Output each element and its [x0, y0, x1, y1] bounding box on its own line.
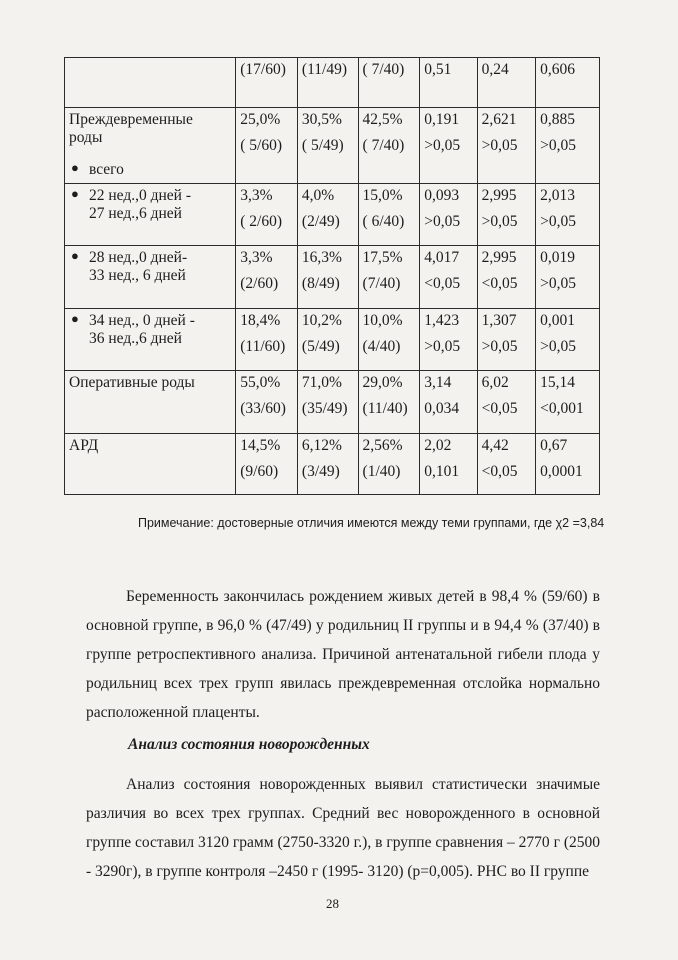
value-cell: [536, 309, 600, 371]
cell-text: 17,5%: [362, 249, 403, 267]
cell-text: <0,05: [481, 463, 518, 481]
cell-text: 6,02: [481, 374, 509, 392]
cell-text: <0,05: [481, 275, 518, 293]
value-cell: [420, 246, 477, 309]
cell-text: (2/49): [301, 213, 340, 231]
cell-text: 16,3%: [301, 249, 342, 267]
value-cell: [358, 246, 420, 309]
value-cell: [297, 184, 358, 246]
value-cell: [420, 184, 477, 246]
bullet-icon: ●: [71, 248, 79, 264]
value-cell: [358, 434, 420, 495]
row-label-cell: [65, 309, 236, 371]
row-label-cell: [65, 108, 236, 184]
cell-text: 2,621: [481, 111, 517, 128]
value-cell: [477, 309, 535, 371]
cell-text: 29,0%: [362, 374, 403, 392]
cell-text: 1,423: [424, 312, 460, 330]
value-cell: [477, 108, 535, 184]
row-label-cell: [65, 58, 236, 108]
cell-text: >0,05: [481, 338, 518, 356]
value-cell: [477, 184, 535, 246]
row-label-cell: [65, 434, 236, 495]
value-cell: [358, 309, 420, 371]
row-label: АРД: [69, 437, 99, 455]
row-label: роды: [69, 128, 103, 146]
value-cell: [477, 371, 535, 434]
value-cell: [236, 184, 298, 246]
cell-text: 0,51: [424, 61, 452, 78]
cell-text: (17/60): [240, 61, 286, 78]
cell-text: ( 2/60): [240, 213, 282, 231]
cell-text: 2,02: [424, 437, 452, 455]
table-row: [65, 184, 600, 246]
row-label: всего: [89, 160, 124, 178]
value-cell: [297, 58, 358, 108]
cell-text: 3,3%: [240, 187, 273, 205]
cell-text: ( 7/40): [362, 61, 405, 78]
cell-text: (11/60): [240, 338, 286, 356]
cell-text: 0,24: [481, 61, 509, 78]
value-cell: [420, 58, 477, 108]
value-cell: [236, 371, 298, 434]
cell-text: (4/40): [362, 338, 401, 356]
cell-text: 2,013: [540, 187, 576, 205]
cell-text: >0,05: [540, 213, 577, 231]
table-row: [65, 434, 600, 495]
section-heading: Анализ состояния новорожденных: [128, 736, 370, 753]
cell-text: 0,019: [540, 249, 576, 267]
cell-text: 2,995: [481, 187, 517, 205]
cell-text: 2,995: [481, 249, 517, 267]
cell-text: >0,05: [481, 136, 518, 154]
cell-text: 18,4%: [240, 312, 281, 330]
cell-text: 0,67: [540, 437, 568, 455]
cell-text: 55,0%: [240, 374, 281, 392]
value-cell: [297, 108, 358, 184]
cell-text: (1/40): [362, 463, 401, 481]
value-cell: [236, 434, 298, 495]
cell-text: 4,017: [424, 249, 460, 267]
bullet-icon: ●: [71, 186, 79, 202]
bullet-item: [69, 161, 231, 179]
cell-text: 3,3%: [240, 249, 273, 267]
value-cell: [236, 108, 298, 184]
paragraph: Беременность закончилась рождением живых детей в 98,4 % (59/60) в основной группе, в 96,0 % (47/49) у родильниц II группы и в 94,4 % (37/40) в группе ретроспективного анализа. Причиной антенатальной гибели плода у родильниц всех трех групп явилась преждевременная отслойка нормально расположенной плаценты.: [86, 588, 600, 721]
table-row: [65, 108, 600, 184]
row-label: 33 нед., 6 дней: [89, 267, 186, 285]
cell-text: ( 5/60): [240, 136, 282, 154]
cell-text: (11/49): [301, 61, 347, 78]
cell-text: >0,05: [540, 275, 577, 293]
cell-text: 4,42: [481, 437, 509, 455]
cell-text: >0,05: [540, 136, 577, 154]
value-cell: [477, 246, 535, 309]
cell-text: <0,05: [424, 275, 461, 293]
cell-text: ( 5/49): [301, 136, 344, 154]
cell-text: ( 7/40): [362, 136, 405, 154]
cell-text: 71,0%: [301, 374, 342, 392]
value-cell: [536, 184, 600, 246]
cell-text: 30,5%: [301, 111, 342, 128]
value-cell: [297, 246, 358, 309]
cell-text: 6,12%: [301, 437, 342, 455]
cell-text: 0,093: [424, 187, 460, 205]
value-cell: [420, 371, 477, 434]
value-cell: [236, 309, 298, 371]
statistics-table: [64, 57, 600, 495]
cell-text: (7/40): [362, 275, 401, 293]
page-number: 28: [326, 896, 339, 911]
cell-text: ( 6/40): [362, 213, 405, 231]
value-cell: [536, 371, 600, 434]
row-label-cell: [65, 371, 236, 434]
cell-text: <0,001: [540, 400, 584, 418]
value-cell: [536, 246, 600, 309]
table-row: [65, 58, 600, 108]
cell-text: 0,001: [540, 312, 576, 330]
cell-text: 15,14: [540, 374, 576, 392]
cell-text: 10,2%: [301, 312, 342, 330]
row-label: Оперативные роды: [69, 374, 195, 392]
cell-text: >0,05: [424, 213, 461, 231]
cell-text: 0,885: [540, 111, 576, 128]
cell-text: 15,0%: [362, 187, 403, 205]
cell-text: >0,05: [540, 338, 577, 356]
cell-text: 1,307: [481, 312, 517, 330]
table-row: [65, 309, 600, 371]
value-cell: [236, 58, 298, 108]
value-cell: [477, 434, 535, 495]
bullet-item: [69, 312, 231, 348]
cell-text: >0,05: [424, 338, 461, 356]
cell-text: 0,101: [424, 463, 460, 481]
cell-text: (11/40): [362, 400, 408, 418]
row-label-cell: [65, 246, 236, 309]
cell-text: 42,5%: [362, 111, 403, 128]
table-row: [65, 371, 600, 434]
bullet-item: [69, 187, 231, 223]
value-cell: [358, 184, 420, 246]
value-cell: [297, 309, 358, 371]
bullet-icon: ●: [71, 311, 79, 327]
cell-text: >0,05: [424, 136, 461, 154]
row-label: 27 нед.,6 дней: [89, 205, 182, 223]
value-cell: [536, 434, 600, 495]
table-note: Примечание: достоверные отличия имеются между теми группами, где χ2 =3,84: [138, 516, 605, 530]
cell-text: 4,0%: [301, 187, 335, 205]
cell-text: 3,14: [424, 374, 452, 392]
paragraph: Анализ состояния новорожденных выявил статистически значимые различия во всех трех группах. Средний вес новорожденного в основной группе составил 3120 грамм (2750-3320 г.), в группе сравнения – 2770 г (2500 - 3290г), в группе контроля –2450 г (1995- 3120) (р=0,005). РНС во II группе: [86, 776, 600, 880]
row-label: 22 нед.,0 дней -: [89, 187, 191, 205]
value-cell: [420, 434, 477, 495]
value-cell: [358, 108, 420, 184]
value-cell: [420, 108, 477, 184]
table-row: [65, 246, 600, 309]
cell-text: 0,606: [540, 61, 576, 78]
cell-text: 25,0%: [240, 111, 281, 128]
cell-text: (5/49): [301, 338, 340, 356]
row-label-cell: [65, 184, 236, 246]
cell-text: (3/49): [301, 463, 340, 481]
cell-text: (33/60): [240, 400, 286, 418]
value-cell: [297, 371, 358, 434]
value-cell: [358, 371, 420, 434]
cell-text: 0,191: [424, 111, 460, 128]
value-cell: [536, 58, 600, 108]
row-label: 28 нед.,0 дней-: [89, 249, 188, 267]
cell-text: (2/60): [240, 275, 279, 293]
value-cell: [236, 246, 298, 309]
bullet-icon: ●: [71, 159, 79, 175]
row-label: 34 нед., 0 дней -: [89, 312, 195, 330]
row-label: Преждевременные: [69, 111, 193, 128]
cell-text: (9/60): [240, 463, 279, 481]
bullet-item: [69, 249, 231, 285]
value-cell: [536, 108, 600, 184]
cell-text: 0,034: [424, 400, 460, 418]
cell-text: (8/49): [301, 275, 340, 293]
value-cell: [358, 58, 420, 108]
cell-text: 10,0%: [362, 312, 403, 330]
value-cell: [420, 309, 477, 371]
value-cell: [297, 434, 358, 495]
cell-text: <0,05: [481, 400, 518, 418]
cell-text: 2,56%: [362, 437, 403, 455]
cell-text: >0,05: [481, 213, 518, 231]
value-cell: [477, 58, 535, 108]
row-label: 36 нед.,6 дней: [89, 330, 182, 348]
cell-text: (35/49): [301, 400, 348, 418]
cell-text: 14,5%: [240, 437, 281, 455]
cell-text: 0,0001: [540, 463, 583, 481]
